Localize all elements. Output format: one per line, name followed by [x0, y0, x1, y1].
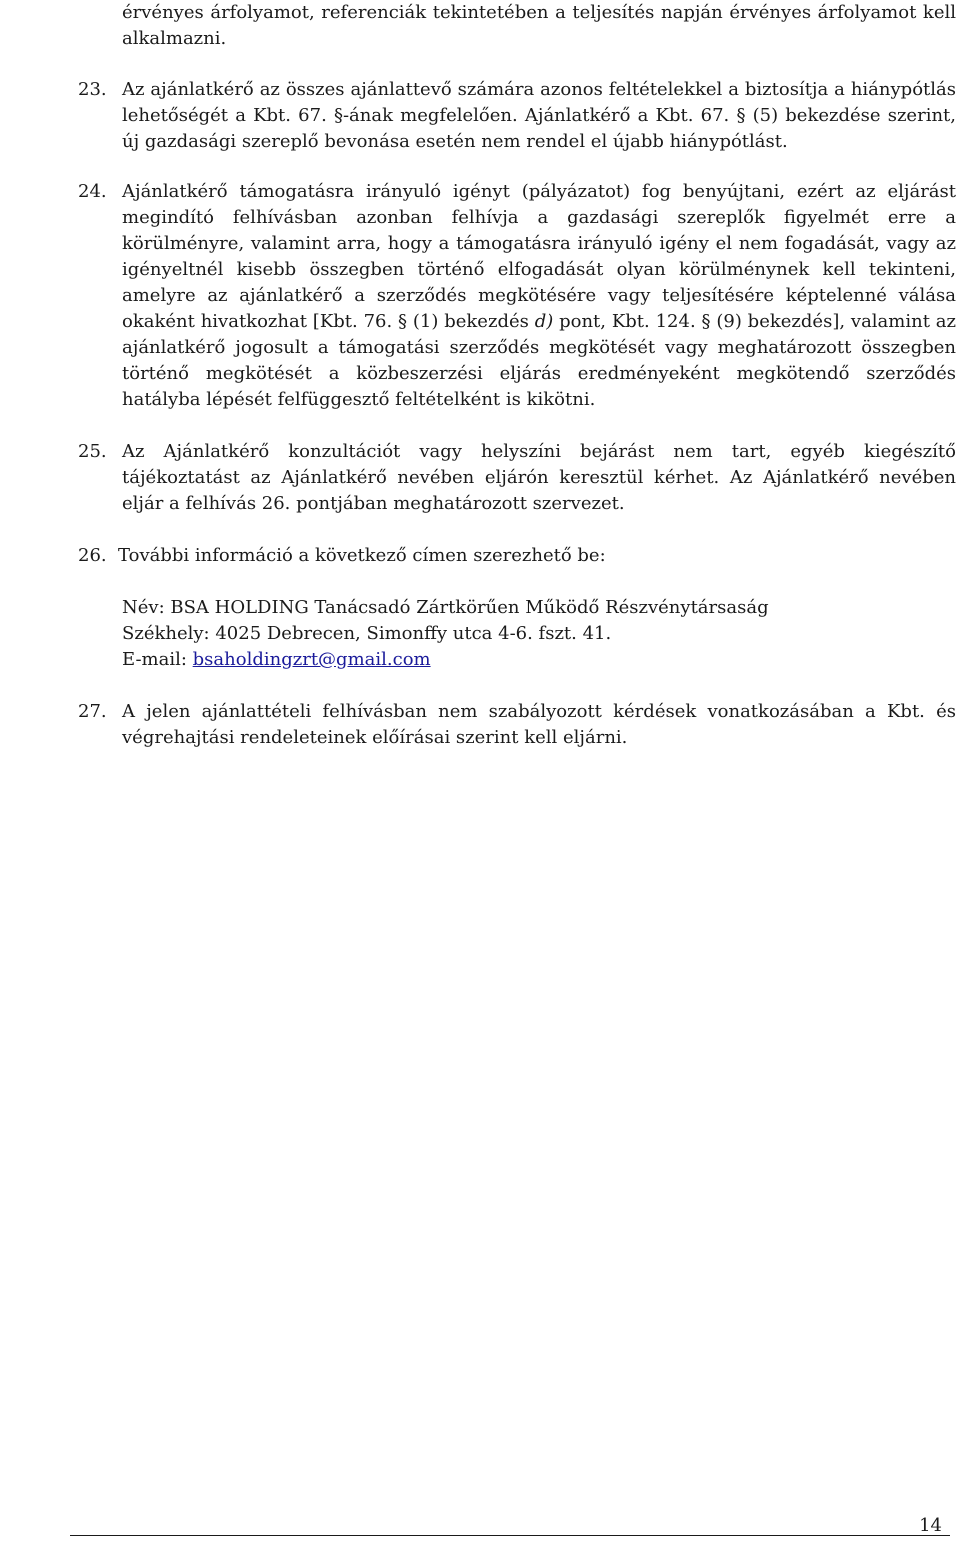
item-number: 23.: [78, 79, 107, 100]
item-text: További információ a következő címen szerezhető be:: [118, 545, 606, 566]
item-text: A jelen ajánlattételi felhívásban nem szabályozott kérdések vonatkozásában a Kbt. és végrehajtási rendeleteinek előírásai szerint kell eljárni.: [122, 701, 956, 748]
page-number: 14: [919, 1515, 942, 1536]
email-link[interactable]: bsaholdingzrt@gmail.com: [192, 649, 431, 670]
email-label: E-mail:: [122, 649, 193, 670]
item-text-emphasis: d): [534, 311, 554, 332]
item-text-part: Ajánlatkérő támogatásra irányuló igényt (pályázatot) fog benyújtani, ezért az eljárást megindító felhívásban azonban felhívja a gazdasági szereplők figyelmét erre a körülményre, valamint arra, hogy a támogatásra irányuló igény el nem fogadását, vagy az igényeltnél kisebb összegben történő elfogadását olyan körülménynek kell tekinteni, amelyre az ajánlatkérő a szerződés megkötésére vagy teljesítésére képtelenné válása okaként hivatkozhat [Kbt. 76. § (1) bekezdés: [122, 181, 956, 332]
item-number: 24.: [78, 181, 107, 202]
contact-name: Név: BSA HOLDING Tanácsadó Zártkörűen Működő Részvénytársaság: [122, 597, 769, 618]
item-number: 27.: [78, 701, 107, 722]
continued-paragraph: érvényes árfolyamot, referenciák tekintetében a teljesítés napján érvényes árfolyamot kell alkalmazni.: [122, 2, 956, 49]
item-text-part: pont, Kbt. 124. § (9) bekezdés], valamint az ajánlatkérő jogosult a támogatási szerződés megkötését vagy meghatározott összegben történő megkötését a közbeszerzési eljárás eredményeként megkötendő szerződés hatályba lépését felfüggesztő feltételként is kikötni.: [122, 311, 956, 410]
footer-rule: [70, 1535, 950, 1536]
contact-seat: Székhely: 4025 Debrecen, Simonffy utca 4-6. fszt. 41.: [122, 623, 612, 644]
item-text: [122, 179, 956, 413]
item-text: Az ajánlatkérő az összes ajánlattevő számára azonos feltételekkel a biztosítja a hiánypótlás lehetőségét a Kbt. 67. §-ának megfelelően. Ajánlatkérő a Kbt. 67. § (5) bekezdése szerint, új gazdasági szereplő bevonása esetén nem rendel el újabb hiánypótlást.: [122, 79, 956, 152]
item-number: 25.: [78, 441, 107, 462]
item-text: Az Ajánlatkérő konzultációt vagy helyszíni bejárást nem tart, egyéb kiegészítő tájékoztatást az Ajánlatkérő nevében eljárón keresztül kérhet. Az Ajánlatkérő nevében eljár a felhívás 26. pontjában meghatározott szervezet.: [122, 441, 956, 514]
item-number: 26.: [78, 545, 107, 566]
contact-email-line: [122, 647, 431, 673]
